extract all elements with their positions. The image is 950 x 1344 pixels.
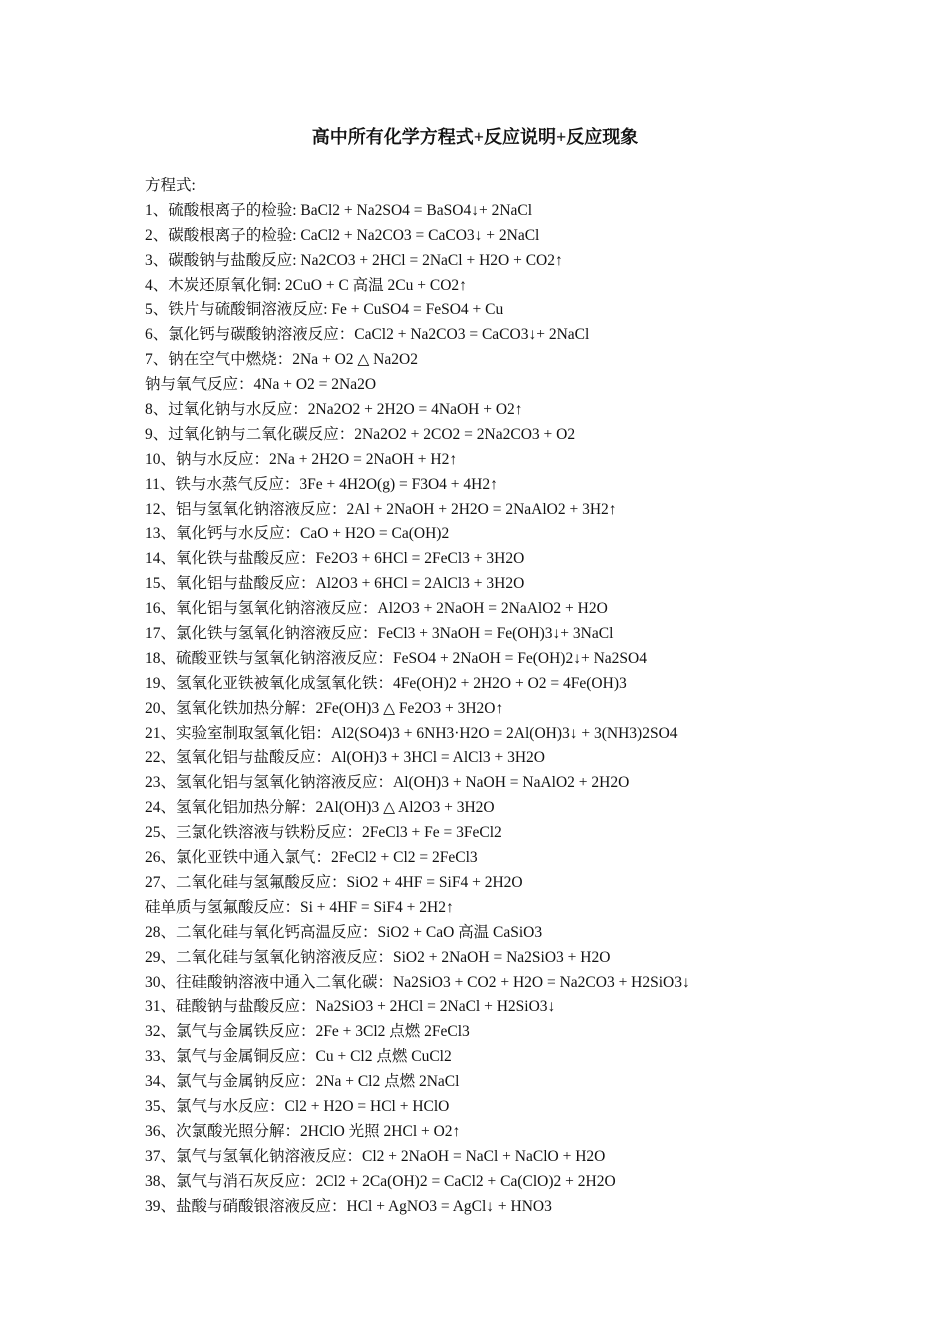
equation-line: 21、实验室制取氢氧化铝：Al2(SO4)3 + 6NH3·H2O = 2Al(OH)3↓ + 3(NH3)2SO4 (145, 724, 678, 742)
equation-line: 18、硫酸亚铁与氢氧化钠溶液反应：FeSO4 + 2NaOH = Fe(OH)2↓+ Na2SO4 (145, 649, 647, 667)
equation-line: 37、氯气与氢氧化钠溶液反应：Cl2 + 2NaOH = NaCl + NaClO + H2O (145, 1147, 606, 1165)
equation-line: 19、氢氧化亚铁被氧化成氢氧化铁：4Fe(OH)2 + 2H2O + O2 = 4Fe(OH)3 (145, 674, 627, 692)
equation-line: 4、木炭还原氧化铜: 2CuO + C 高温 2Cu + CO2↑ (145, 276, 467, 294)
document-title: 高中所有化学方程式+反应说明+反应现象 (311, 127, 639, 147)
equation-line: 硅单质与氢氟酸反应：Si + 4HF = SiF4 + 2H2↑ (145, 898, 454, 916)
equation-line: 35、氯气与水反应：Cl2 + H2O = HCl + HClO (145, 1097, 450, 1115)
equation-line: 9、过氧化钠与二氧化碳反应：2Na2O2 + 2CO2 = 2Na2CO3 + O2 (145, 425, 576, 443)
equation-line: 6、氯化钙与碳酸钠溶液反应：CaCl2 + Na2CO3 = CaCO3↓+ 2NaCl (145, 326, 590, 344)
equation-line: 39、盐酸与硝酸银溶液反应：HCl + AgNO3 = AgCl↓ + HNO3 (145, 1197, 552, 1215)
equation-line: 11、铁与水蒸气反应：3Fe + 4H2O(g) = F3O4 + 4H2↑ (145, 475, 498, 493)
equation-line: 8、过氧化钠与水反应：2Na2O2 + 2H2O = 4NaOH + O2↑ (145, 401, 523, 419)
equation-line: 钠与氧气反应：4Na + O2 = 2Na2O (145, 376, 377, 394)
equation-line: 17、氯化铁与氢氧化钠溶液反应：FeCl3 + 3NaOH = Fe(OH)3↓+ 3NaCl (145, 625, 614, 643)
equation-line: 5、铁片与硫酸铜溶液反应: Fe + CuSO4 = FeSO4 + Cu (145, 301, 504, 319)
equation-line: 38、氯气与消石灰反应：2Cl2 + 2Ca(OH)2 = CaCl2 + Ca(ClO)2 + 2H2O (145, 1172, 616, 1190)
equation-line: 20、氢氧化铁加热分解：2Fe(OH)3 △ Fe2O3 + 3H2O↑ (145, 699, 504, 717)
equation-line: 30、往硅酸钠溶液中通入二氧化碳：Na2SiO3 + CO2 + H2O = Na2CO3 + H2SiO3↓ (145, 973, 690, 991)
equation-line: 24、氢氧化铝加热分解：2Al(OH)3 △ Al2O3 + 3H2O (145, 799, 495, 817)
equation-line: 33、氯气与金属铜反应：Cu + Cl2 点燃 CuCl2 (145, 1048, 452, 1066)
equation-line: 32、氯气与金属铁反应：2Fe + 3Cl2 点燃 2FeCl3 (145, 1023, 470, 1041)
equation-list (145, 199, 905, 1220)
equation-line: 36、次氯酸光照分解：2HClO 光照 2HCl + O2↑ (145, 1122, 461, 1140)
equation-line: 16、氧化铝与氢氧化钠溶液反应：Al2O3 + 2NaOH = 2NaAlO2 + H2O (145, 600, 608, 618)
equation-line: 2、碳酸根离子的检验: CaCl2 + Na2CO3 = CaCO3↓ + 2NaCl (145, 226, 540, 244)
equation-line: 3、碳酸钠与盐酸反应: Na2CO3 + 2HCl = 2NaCl + H2O + CO2↑ (145, 251, 563, 269)
section-label: 方程式: (145, 177, 196, 194)
equation-line: 12、铝与氢氧化钠溶液反应：2Al + 2NaOH + 2H2O = 2NaAlO2 + 3H2↑ (145, 500, 617, 518)
equation-line: 23、氢氧化铝与氢氧化钠溶液反应：Al(OH)3 + NaOH = NaAlO2 + 2H2O (145, 774, 630, 792)
document-body (145, 174, 905, 1219)
equation-line: 31、硅酸钠与盐酸反应：Na2SiO3 + 2HCl = 2NaCl + H2SiO3↓ (145, 998, 556, 1016)
equation-line: 13、氧化钙与水反应：CaO + H2O = Ca(OH)2 (145, 525, 450, 543)
equation-line: 1、硫酸根离子的检验: BaCl2 + Na2SO4 = BaSO4↓+ 2NaCl (145, 201, 533, 219)
equation-line: 28、二氧化硅与氧化钙高温反应：SiO2 + CaO 高温 CaSiO3 (145, 923, 543, 941)
equation-line: 26、氯化亚铁中通入氯气：2FeCl2 + Cl2 = 2FeCl3 (145, 849, 478, 867)
equation-line: 14、氧化铁与盐酸反应：Fe2O3 + 6HCl = 2FeCl3 + 3H2O (145, 550, 525, 568)
equation-line: 29、二氧化硅与氢氧化钠溶液反应：SiO2 + 2NaOH = Na2SiO3 + H2O (145, 948, 611, 966)
equation-line: 15、氧化铝与盐酸反应：Al2O3 + 6HCl = 2AlCl3 + 3H2O (145, 575, 525, 593)
equation-line: 27、二氧化硅与氢氟酸反应：SiO2 + 4HF = SiF4 + 2H2O (145, 873, 523, 891)
equation-line: 22、氢氧化铝与盐酸反应：Al(OH)3 + 3HCl = AlCl3 + 3H2O (145, 749, 545, 767)
equation-line: 25、三氯化铁溶液与铁粉反应：2FeCl3 + Fe = 3FeCl2 (145, 824, 502, 842)
equation-line: 7、钠在空气中燃烧：2Na + O2 △ Na2O2 (145, 351, 418, 369)
equation-line: 34、氯气与金属钠反应：2Na + Cl2 点燃 2NaCl (145, 1073, 460, 1091)
equation-line: 10、钠与水反应：2Na + 2H2O = 2NaOH + H2↑ (145, 450, 458, 468)
